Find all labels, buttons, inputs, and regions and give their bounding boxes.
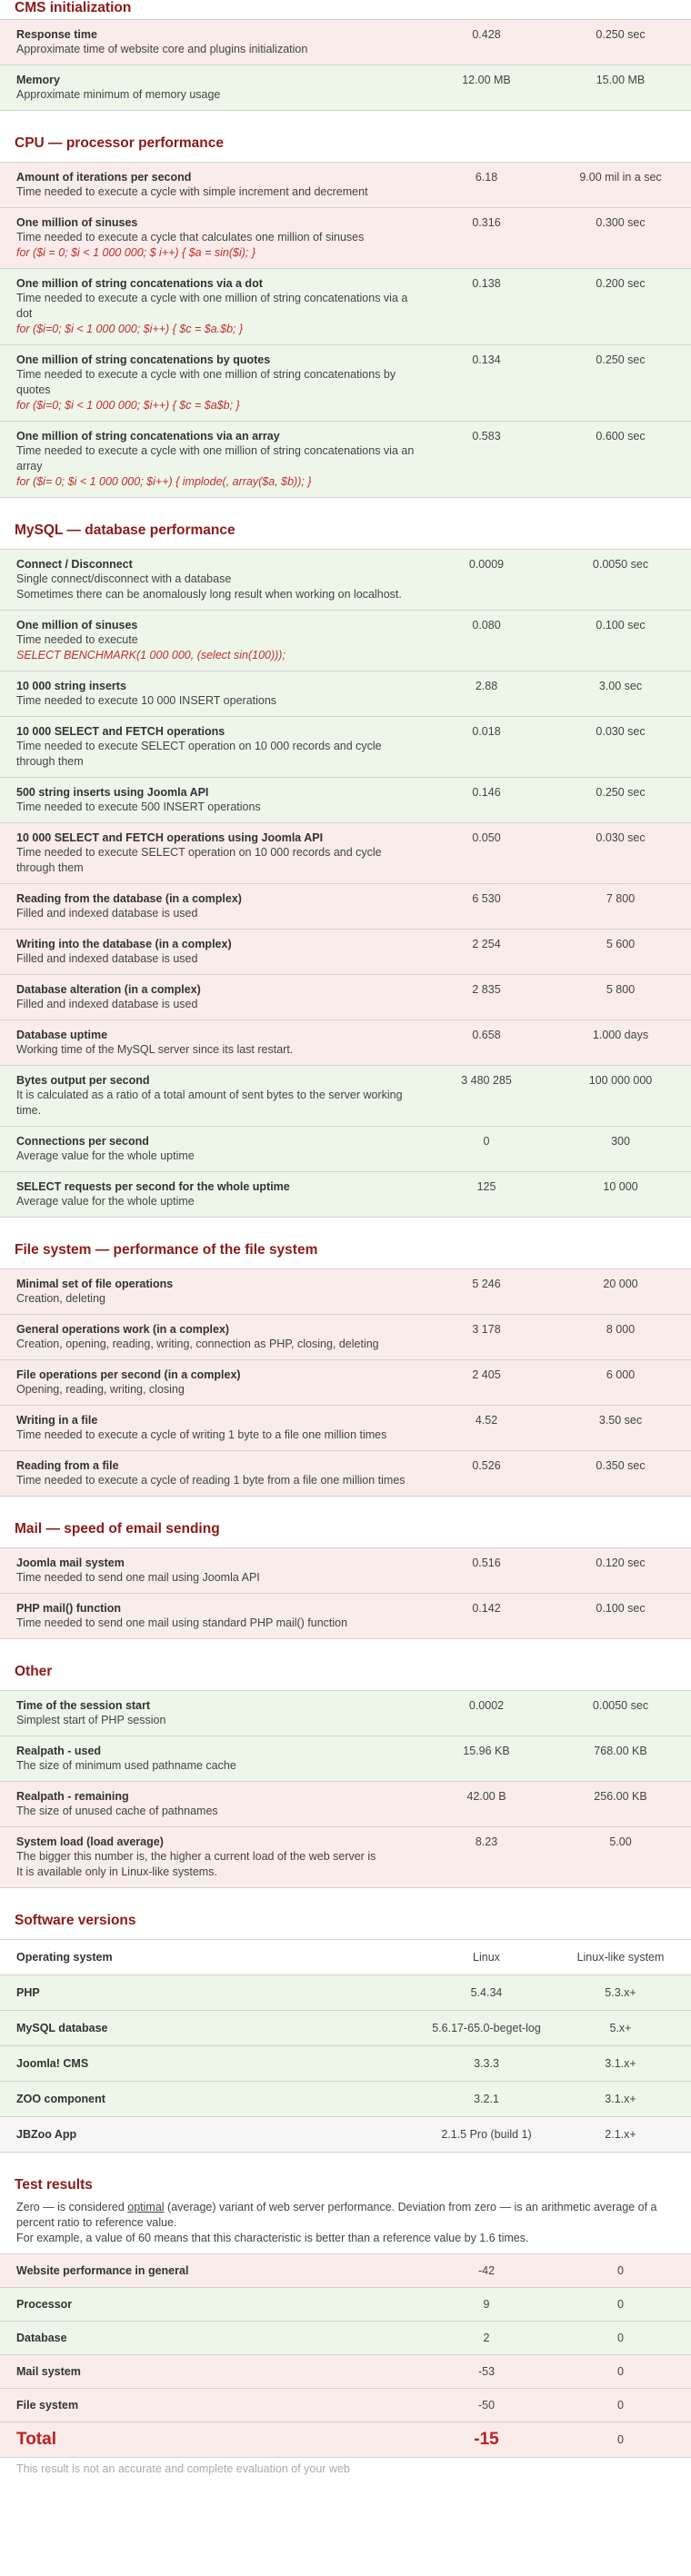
other-section xyxy=(0,1663,691,1888)
metric-row xyxy=(0,345,691,422)
metric-row xyxy=(0,1066,691,1127)
section-title: Test results xyxy=(15,2177,93,2193)
software-required: 2.1.x+ xyxy=(605,2128,636,2141)
metric-description: Filled and indexed database is used xyxy=(16,907,198,920)
software-required: 3.1.x+ xyxy=(605,2093,636,2105)
software-versions-section xyxy=(0,1912,691,2153)
metric-description: It is available only in Linux-like systems. xyxy=(16,1865,217,1878)
metric-description: Time needed to execute SELECT operation on 10 000 records and cycle through them xyxy=(16,846,382,874)
metric-row xyxy=(0,1782,691,1827)
cpu-section xyxy=(0,134,691,498)
software-name: PHP xyxy=(16,1986,40,1999)
metric-name: Amount of iterations per second xyxy=(16,171,192,184)
test-results-section xyxy=(0,2176,691,2480)
metric-reference: 0.100 sec xyxy=(596,1602,646,1615)
metric-reference: 0.100 sec xyxy=(596,619,646,632)
mysql-table xyxy=(0,549,691,1218)
metric-name: Connect / Disconnect xyxy=(16,558,133,571)
metric-row xyxy=(0,422,691,498)
metric-reference: 0.300 sec xyxy=(596,216,646,229)
result-value: -53 xyxy=(477,2365,496,2378)
metric-value: 0.080 xyxy=(472,619,501,632)
results-rows xyxy=(0,2254,691,2422)
metric-description: Time needed to execute 500 INSERT operations xyxy=(16,801,261,813)
section-title: Other xyxy=(15,1664,53,1679)
metric-description: Time needed to execute a cycle of writing 1 byte to a file one million times xyxy=(16,1428,387,1441)
metric-value: 0.146 xyxy=(472,786,501,799)
metric-description: Average value for the whole uptime xyxy=(16,1149,195,1162)
metric-description: Time needed to execute a cycle with simple increment and decrement xyxy=(16,185,368,198)
metric-description: Approximate minimum of memory usage xyxy=(16,88,221,101)
metric-name: Reading from a file xyxy=(16,1459,119,1472)
intro-text-start: Zero — is considered xyxy=(16,2201,128,2213)
metric-row xyxy=(0,550,691,611)
metric-description: Time needed to execute a cycle with one million of string concatenations via a dot xyxy=(16,292,408,320)
metric-value: 12.00 MB xyxy=(462,74,511,86)
metric-value: 0.583 xyxy=(472,430,501,443)
metric-name: Realpath - used xyxy=(16,1745,102,1757)
metric-row xyxy=(0,671,691,717)
metric-reference: 256.00 KB xyxy=(594,1790,647,1803)
fs-table xyxy=(0,1268,691,1497)
metric-description: Time needed to execute a cycle of reading 1 byte from a file one million times xyxy=(16,1474,406,1487)
software-version: 5.6.17-65.0-beget-log xyxy=(432,2022,541,2034)
metric-reference: 3.00 sec xyxy=(598,680,643,692)
metric-row xyxy=(0,1594,691,1639)
mail-table xyxy=(0,1547,691,1639)
metric-row xyxy=(0,1451,691,1497)
metric-name: 500 string inserts using Joomla API xyxy=(16,786,209,799)
metric-name: 10 000 SELECT and FETCH operations xyxy=(16,725,225,738)
metric-value: 15.96 KB xyxy=(463,1745,510,1757)
result-name: Database xyxy=(16,2332,67,2344)
metric-reference: 20 000 xyxy=(603,1278,638,1290)
metric-value: 0 xyxy=(483,1135,490,1148)
metric-description: Simplest start of PHP session xyxy=(16,1714,166,1726)
cpu-table xyxy=(0,162,691,498)
os-label: Operating system xyxy=(16,1951,113,1964)
metric-reference: 0.250 sec xyxy=(596,28,646,41)
metric-name: SELECT requests per second for the whole uptime xyxy=(16,1180,290,1193)
metric-reference: 9.00 mil in a sec xyxy=(579,171,662,184)
fs-section xyxy=(0,1241,691,1497)
software-version: 3.2.1 xyxy=(474,2093,499,2105)
software-required: 5.x+ xyxy=(609,2022,632,2034)
metric-reference: 8 000 xyxy=(606,1323,636,1336)
other-table xyxy=(0,1690,691,1888)
intro-text-end: (average) variant of web server performance. Deviation from zero — is an arithmetic average of a percent ratio to reference value. xyxy=(16,2201,657,2229)
metric-row xyxy=(0,1315,691,1360)
software-name: Joomla! CMS xyxy=(16,2057,89,2070)
metric-reference: 3.50 sec xyxy=(598,1414,643,1427)
metric-row xyxy=(0,1269,691,1315)
metric-row xyxy=(0,65,691,111)
metric-row xyxy=(0,1736,691,1782)
metric-reference: 0.0050 sec xyxy=(592,558,649,571)
metric-description: Filled and indexed database is used xyxy=(16,998,198,1010)
metric-name: Reading from the database (in a complex) xyxy=(16,892,242,905)
metric-value: 0.0009 xyxy=(468,558,505,571)
metric-name: Bytes output per second xyxy=(16,1074,150,1087)
metric-value: 0.018 xyxy=(472,725,501,738)
mail-section xyxy=(0,1520,691,1639)
metric-row xyxy=(0,930,691,975)
total-label: Total xyxy=(16,2430,56,2449)
metric-reference: 7 800 xyxy=(606,892,636,905)
metric-value: 8.23 xyxy=(475,1835,498,1848)
metric-reference: 5.00 xyxy=(609,1835,632,1848)
result-row xyxy=(0,2322,691,2355)
metric-reference: 1.000 days xyxy=(592,1029,649,1041)
metric-value: 5 246 xyxy=(472,1278,501,1290)
metric-description: Filled and indexed database is used xyxy=(16,952,198,965)
metric-description: Time needed to send one mail using Joomla API xyxy=(16,1571,260,1584)
software-version: 5.4.34 xyxy=(470,1986,503,1999)
metric-description: Time needed to execute xyxy=(16,633,138,646)
metric-name: File operations per second (in a complex) xyxy=(16,1368,241,1381)
metric-row xyxy=(0,778,691,823)
result-value: 9 xyxy=(483,2298,490,2311)
software-version: 3.3.3 xyxy=(474,2057,499,2070)
software-row xyxy=(0,2011,691,2046)
section-title: CMS initialization xyxy=(15,0,132,15)
metric-reference: 10 000 xyxy=(603,1180,638,1193)
software-table xyxy=(0,1939,691,2153)
metric-value: 6 530 xyxy=(472,892,501,905)
result-row xyxy=(0,2355,691,2389)
metric-reference: 300 xyxy=(611,1135,630,1148)
result-reference: 0 xyxy=(617,2298,624,2311)
metric-description: Time needed to execute a cycle that calculates one million of sinuses xyxy=(16,231,365,244)
section-title: File system — performance of the file system xyxy=(15,1242,318,1258)
metric-row xyxy=(0,1406,691,1451)
software-required: 5.3.x+ xyxy=(605,1986,636,1999)
metric-name: 10 000 string inserts xyxy=(16,680,126,692)
software-name: JBZoo App xyxy=(16,2128,77,2141)
metric-row xyxy=(0,269,691,345)
results-intro xyxy=(0,2194,691,2253)
metric-value: 2 405 xyxy=(472,1368,501,1381)
metric-description: Time needed to execute a cycle with one million of string concatenations via an array xyxy=(16,444,415,472)
metric-reference: 0.250 sec xyxy=(596,786,646,799)
result-value: 2 xyxy=(483,2332,490,2344)
metric-row xyxy=(0,20,691,65)
metric-value: 0.316 xyxy=(472,216,501,229)
metric-row xyxy=(0,884,691,930)
metric-code-sample: for ($i= 0; $i < 1 000 000; $i++) { implode(, array($a, $b)); } xyxy=(16,475,312,488)
cms-table xyxy=(0,19,691,111)
metric-name: Joomla mail system xyxy=(16,1557,125,1569)
metric-row xyxy=(0,1691,691,1736)
metric-row xyxy=(0,611,691,671)
metric-description: Working time of the MySQL server since its last restart. xyxy=(16,1043,294,1056)
metric-reference: 0.030 sec xyxy=(596,831,646,844)
metric-value: 42.00 B xyxy=(466,1790,506,1803)
metric-row xyxy=(0,1020,691,1066)
result-name: File system xyxy=(16,2399,79,2412)
result-name: Processor xyxy=(16,2298,73,2311)
metric-name: System load (load average) xyxy=(16,1835,164,1848)
software-name: MySQL database xyxy=(16,2022,108,2034)
result-value: -50 xyxy=(477,2399,496,2412)
metric-value: 3 178 xyxy=(472,1323,501,1336)
metric-reference: 768.00 KB xyxy=(594,1745,647,1757)
metric-reference: 0.350 sec xyxy=(596,1459,646,1472)
metric-reference: 100 000 000 xyxy=(588,1074,653,1087)
metric-value: 2 835 xyxy=(472,983,501,996)
metric-row xyxy=(0,1172,691,1218)
metric-code-sample: for ($i=0; $i < 1 000 000; $i++) { $c = $a.$b; } xyxy=(16,323,244,335)
software-row xyxy=(0,1975,691,2011)
metric-value: 0.0002 xyxy=(468,1699,505,1712)
metric-description: Time needed to execute SELECT operation on 10 000 records and cycle through them xyxy=(16,740,382,768)
metric-name: General operations work (in a complex) xyxy=(16,1323,230,1336)
metric-value: 0.138 xyxy=(472,277,501,290)
metric-value: 2 254 xyxy=(472,938,501,950)
metric-row xyxy=(0,717,691,778)
metric-description: Opening, reading, writing, closing xyxy=(16,1383,185,1396)
total-value: -15 xyxy=(474,2430,499,2449)
metric-code-sample: for ($i=0; $i < 1 000 000; $i++) { $c = $a$b; } xyxy=(16,399,240,412)
result-reference: 0 xyxy=(617,2332,624,2344)
metric-name: Database uptime xyxy=(16,1029,108,1041)
metric-description: Creation, deleting xyxy=(16,1292,105,1305)
metric-name: Connections per second xyxy=(16,1135,149,1148)
metric-value: 2.88 xyxy=(475,680,498,692)
os-value: Linux xyxy=(473,1951,500,1964)
software-version: 2.1.5 Pro (build 1) xyxy=(441,2128,532,2141)
result-row xyxy=(0,2389,691,2422)
metric-name: Writing in a file xyxy=(16,1414,98,1427)
metric-row xyxy=(0,975,691,1020)
metric-reference: 0.030 sec xyxy=(596,725,646,738)
metric-name: Writing into the database (in a complex) xyxy=(16,938,232,950)
metric-reference: 0.120 sec xyxy=(596,1557,646,1569)
metric-description: The size of unused cache of pathnames xyxy=(16,1805,218,1817)
total-row xyxy=(0,2422,691,2458)
result-name: Mail system xyxy=(16,2365,81,2378)
metric-name: Memory xyxy=(16,74,60,86)
metric-description: Creation, opening, reading, writing, connection as PHP, closing, deleting xyxy=(16,1338,379,1350)
metric-row xyxy=(0,163,691,208)
software-header-row xyxy=(0,1940,691,1975)
metric-description: Sometimes there can be anomalously long result when working on localhost. xyxy=(16,588,402,601)
mysql-section xyxy=(0,522,691,1218)
metric-row xyxy=(0,1360,691,1406)
metric-reference: 0.250 sec xyxy=(596,353,646,366)
metric-description: It is calculated as a ratio of a total amount of sent bytes to the server working time. xyxy=(16,1089,403,1117)
optimal-term: optimal xyxy=(127,2201,165,2213)
metric-value: 125 xyxy=(476,1180,496,1193)
footnote: This result is not an accurate and complete evaluation of your web xyxy=(16,2462,350,2475)
metric-value: 6.18 xyxy=(475,171,498,184)
result-reference: 0 xyxy=(617,2264,624,2277)
metric-description: Time needed to send one mail using standard PHP mail() function xyxy=(16,1616,348,1629)
metric-name: Response time xyxy=(16,28,97,41)
metric-value: 0.658 xyxy=(472,1029,501,1041)
metric-name: Minimal set of file operations xyxy=(16,1278,174,1290)
result-name: Website performance in general xyxy=(16,2264,189,2277)
metric-value: 0.134 xyxy=(472,353,501,366)
result-reference: 0 xyxy=(617,2399,624,2412)
section-title: MySQL — database performance xyxy=(15,522,235,538)
metric-description: Approximate time of website core and plugins initialization xyxy=(16,43,308,55)
software-row xyxy=(0,2046,691,2082)
metric-reference: 15.00 MB xyxy=(596,74,646,86)
metric-name: Realpath - remaining xyxy=(16,1790,129,1803)
metric-name: Database alteration (in a complex) xyxy=(16,983,201,996)
software-row xyxy=(0,2117,691,2153)
metric-name: Time of the session start xyxy=(16,1699,151,1712)
metric-name: PHP mail() function xyxy=(16,1602,122,1615)
metric-row xyxy=(0,823,691,884)
metric-reference: 0.200 sec xyxy=(596,277,646,290)
metric-name: One million of sinuses xyxy=(16,216,138,229)
metric-value: 0.526 xyxy=(472,1459,501,1472)
metric-name: 10 000 SELECT and FETCH operations using Joomla API xyxy=(16,831,324,844)
metric-row xyxy=(0,1127,691,1172)
os-reference: Linux-like system xyxy=(576,1951,665,1964)
metric-reference: 5 800 xyxy=(606,983,636,996)
software-row xyxy=(0,2082,691,2117)
metric-reference: 6 000 xyxy=(606,1368,636,1381)
metric-description: Average value for the whole uptime xyxy=(16,1195,195,1208)
metric-description: Single connect/disconnect with a database xyxy=(16,572,232,585)
metric-description: Time needed to execute 10 000 INSERT operations xyxy=(16,694,277,707)
result-reference: 0 xyxy=(617,2365,624,2378)
metric-name: One million of string concatenations by quotes xyxy=(16,353,271,366)
metric-name: One million of sinuses xyxy=(16,619,138,632)
metric-value: 4.52 xyxy=(475,1414,498,1427)
metric-row xyxy=(0,1548,691,1594)
section-title: Mail — speed of email sending xyxy=(15,1521,220,1537)
result-value: -42 xyxy=(477,2264,496,2277)
results-table xyxy=(0,2253,691,2458)
metric-row xyxy=(0,1827,691,1888)
metric-description: Time needed to execute a cycle with one million of string concatenations by quotes xyxy=(16,368,396,396)
metric-code-sample: for ($i = 0; $i < 1 000 000; $ i++) { $a = sin($i); } xyxy=(16,246,256,259)
metric-row xyxy=(0,208,691,269)
metric-code-sample: SELECT BENCHMARK(1 000 000, (select sin(100))); xyxy=(16,649,285,661)
result-row xyxy=(0,2288,691,2322)
metric-reference: 0.0050 sec xyxy=(592,1699,649,1712)
metric-name: One million of string concatenations via a dot xyxy=(16,277,263,290)
software-required: 3.1.x+ xyxy=(605,2057,636,2070)
metric-value: 0.428 xyxy=(472,28,501,41)
total-reference: 0 xyxy=(617,2433,624,2446)
metric-name: One million of string concatenations via an array xyxy=(16,430,280,443)
metric-description: The bigger this number is, the higher a current load of the web server is xyxy=(16,1850,376,1863)
metric-value: 0.516 xyxy=(472,1557,501,1569)
metric-description: The size of minimum used pathname cache xyxy=(16,1759,236,1772)
result-row xyxy=(0,2254,691,2288)
metric-value: 3 480 285 xyxy=(461,1074,512,1087)
software-rows xyxy=(0,1975,691,2153)
metric-value: 0.142 xyxy=(472,1602,501,1615)
section-title: CPU — processor performance xyxy=(15,135,224,151)
intro-example: For example, a value of 60 means that this characteristic is better than a reference value by 1.6 times. xyxy=(16,2232,529,2244)
section-title: Software versions xyxy=(15,1913,136,1928)
metric-value: 0.050 xyxy=(472,831,501,844)
software-name: ZOO component xyxy=(16,2093,105,2105)
metric-reference: 0.600 sec xyxy=(596,430,646,443)
metric-reference: 5 600 xyxy=(606,938,636,950)
cms-section xyxy=(0,0,691,111)
